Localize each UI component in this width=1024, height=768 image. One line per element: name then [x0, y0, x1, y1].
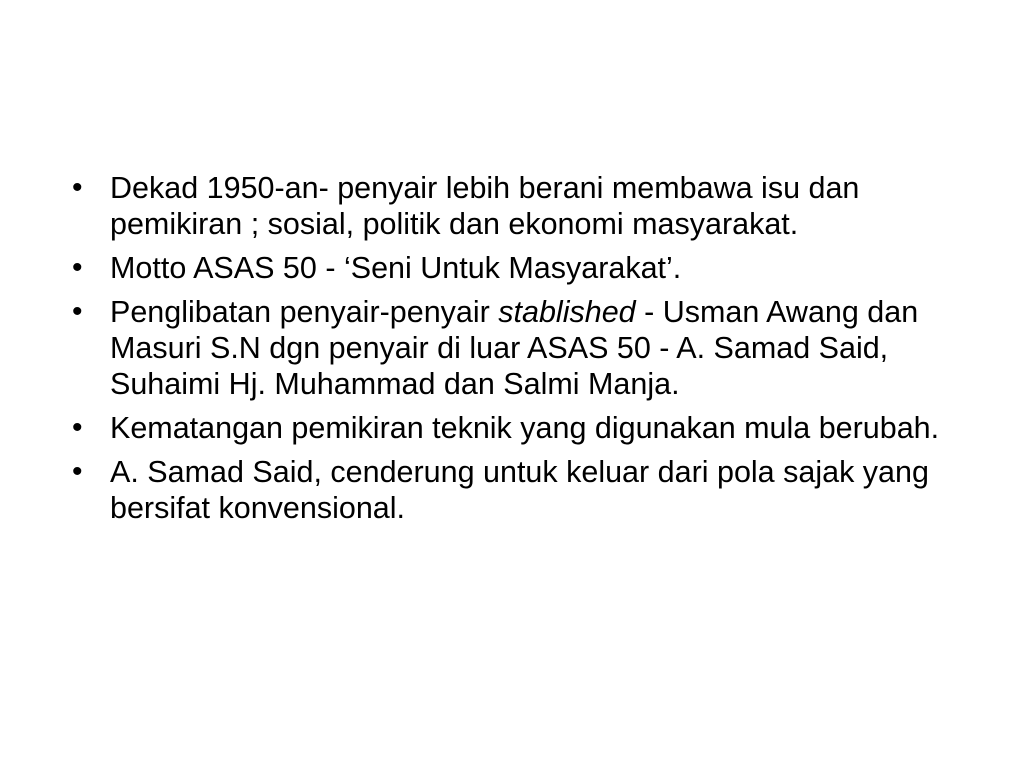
bullet-item-3: [68, 294, 998, 402]
bullet-item-4: [68, 410, 998, 446]
bullet-mark: •: [72, 411, 83, 444]
bullet-text: Dekad 1950-an- penyair lebih berani membawa isu dan pemikiran ; sosial, politik dan ekonomi masyarakat.: [110, 171, 860, 241]
bullet-mark: •: [72, 295, 83, 328]
bullet-text: Motto ASAS 50 - ‘Seni Untuk Masyarakat’.: [110, 251, 682, 285]
bullet-text-italic: stablished: [498, 295, 636, 329]
bullet-mark: •: [72, 455, 83, 488]
bullet-mark: •: [72, 171, 83, 204]
bullet-list: [68, 170, 998, 534]
bullet-item-1: [68, 170, 998, 242]
bullet-text: A. Samad Said, cenderung untuk keluar dari pola sajak yang bersifat konvensional.: [110, 455, 929, 525]
bullet-mark: •: [72, 251, 83, 284]
bullet-text: Kematangan pemikiran teknik yang digunakan mula berubah.: [110, 411, 940, 445]
bullet-item-2: [68, 250, 998, 286]
bullet-text-before: Penglibatan penyair-penyair: [110, 295, 499, 329]
bullet-item-5: [68, 454, 998, 526]
bullet-text-after: - Usman Awang dan Masuri S.N dgn penyair di luar ASAS 50 - A. Samad Said, Suhaimi Hj. Muhammad dan Salmi Manja.: [110, 295, 919, 401]
